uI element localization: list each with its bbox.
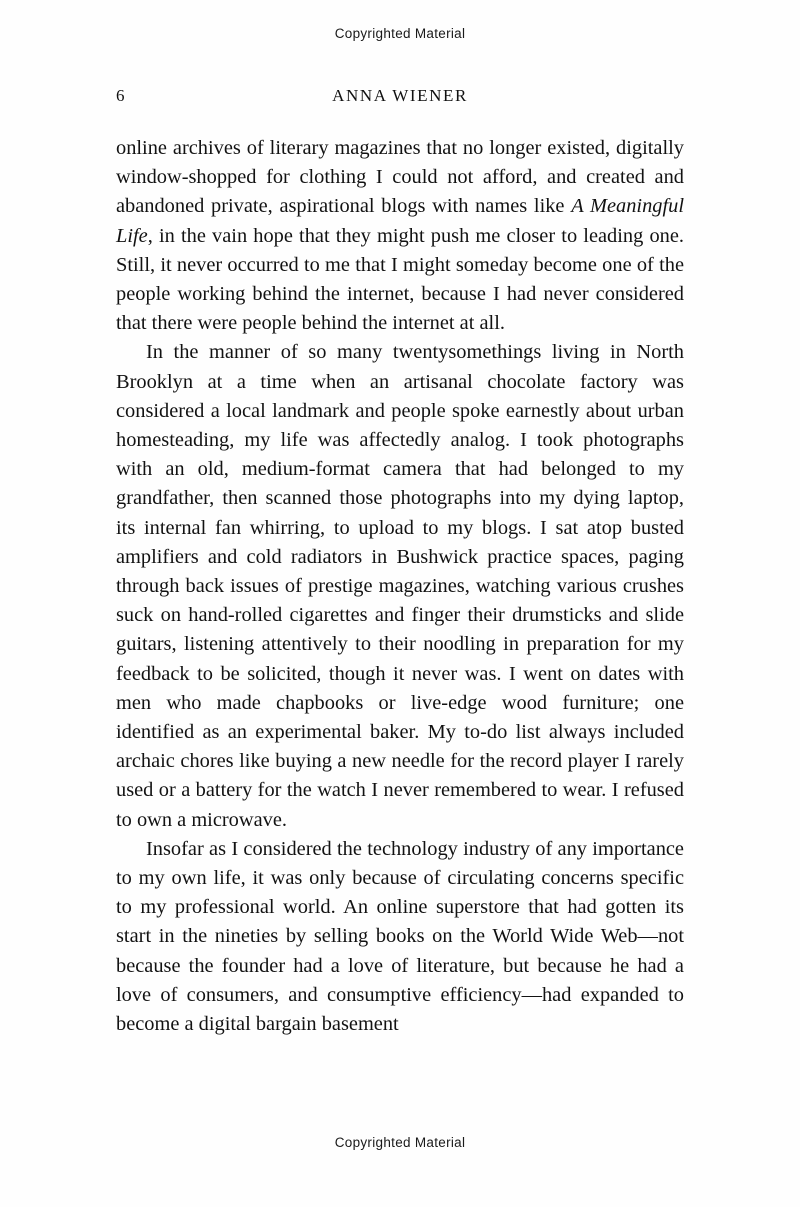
text-run: In the manner of so many twentysomethings living in North Brooklyn at a time when an artisanal chocolate factory was considered a local landmark and people spoke earnestly about urban homesteading, my life was affectedly analog. I took photographs with an old, medium-format camera that had belonged to my grandfather, then scanned those photographs into my dying laptop, its internal fan whirring, to upload to my blogs. I sat atop busted amplifiers and cold radiators in Bushwick practice spaces, paging through back issues of prestige magazines, watching various crushes suck on hand-rolled cigarettes and finger their drumsticks and slide guitars, listening attentively to their noodling in preparation for my feedback to be solicited, though it never was. I went on dates with men who made chapbooks or live-edge wood furniture; one identified as an experimental baker. My to-do list always included archaic chores like buying a new needle for the record player I rarely used or a battery for the watch I never remembered to wear. I refused to own a microwave.	[116, 341, 684, 831]
text-run: Insofar as I considered the technology industry of any importance to my own life, it was only because of circulating concerns specific to my professional world. An online superstore that had gotten its start in the nineties by selling books on the World Wide Web—not because the founder had a love of literature, but because he had a love of consumers, and consumptive efficiency—had expanded to become a digital bargain basement	[116, 837, 684, 1036]
copyright-notice-top: Copyrighted Material	[334, 26, 466, 41]
paragraph	[116, 134, 684, 338]
author-name: ANNA WIENER	[332, 86, 468, 105]
italic-title: A Meaningful Life	[116, 195, 684, 247]
running-head	[116, 86, 684, 108]
body-text	[116, 134, 684, 1039]
copyright-notice-bottom: Copyrighted Material	[334, 1135, 466, 1150]
paragraph	[116, 338, 684, 834]
text-run: online archives of literary magazines that no longer existed, digitally window-shopped for clothing I could not afford, and created and abandoned private, aspirational blogs with names like	[116, 137, 684, 218]
text-run: , in the vain hope that they might push me closer to leading one. Still, it never occurred to me that I might someday become one of the people working behind the internet, because I had never considered that there were people behind the internet at all.	[116, 224, 684, 335]
paragraph	[116, 835, 684, 1039]
page-number: 6	[116, 86, 125, 105]
